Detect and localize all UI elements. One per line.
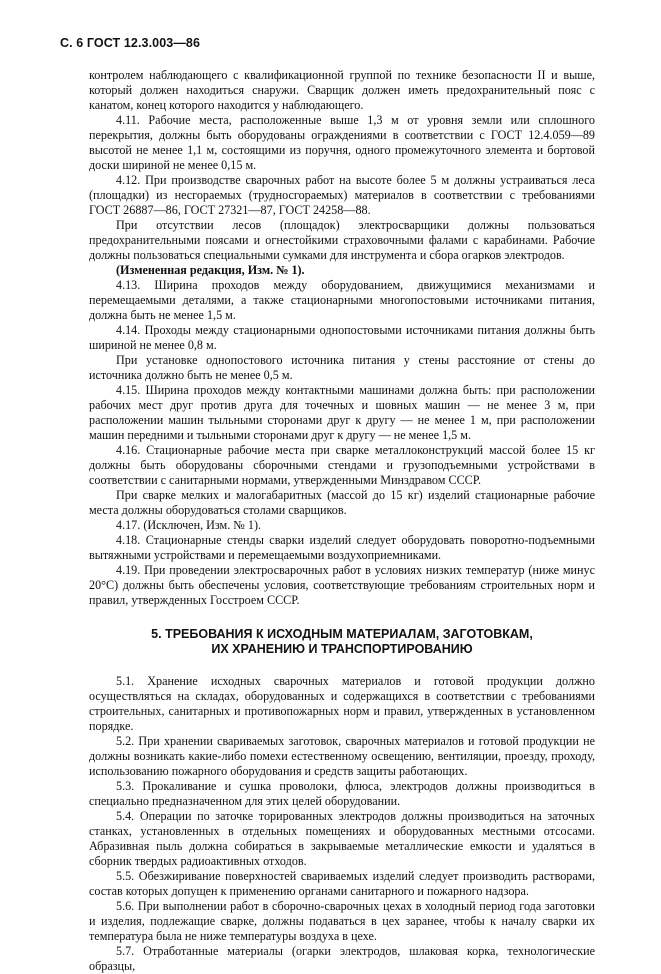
- paragraph: 4.17. (Исключен, Изм. № 1).: [116, 518, 262, 532]
- paragraph: 4.18. Стационарные стенды сварки изделий следует оборудовать поворотно-подъемными вытяжными устройствами и перемещаемыми воздухоприемниками.: [89, 533, 595, 562]
- paragraph: 5.6. При выполнении работ в сборочно-сварочных цехах в холодный период года заготовки и изделия, подлежащие сварке, должны подаваться в цех заранее, чтобы к началу сварки их температура была не ниже температуры воздуха в цехе.: [89, 899, 595, 943]
- section-title: [89, 627, 595, 657]
- paragraph: 5.5. Обезжиривание поверхностей свариваемых изделий следует производить растворами, состав которых допущен к применению органами санитарного и пожарного надзора.: [89, 869, 595, 898]
- paragraph: 5.7. Отработанные материалы (огарки электродов, шлаковая корка, технологические образцы,: [89, 944, 595, 973]
- section-4-text: [89, 68, 595, 608]
- section-5-text: [89, 674, 595, 974]
- section-title-line-2: ИХ ХРАНЕНИЮ И ТРАНСПОРТИРОВАНИЮ: [211, 642, 473, 656]
- paragraph: При отсутствии лесов (площадок) электросварщики должны пользоваться предохранительными поясами и огнестойкими страховочными фалами с карабинами. Рабочие должны пользоваться специальными сумками для инструмента и сбора огарков электродов.: [89, 218, 595, 262]
- paragraph: 5.2. При хранении свариваемых заготовок, сварочных материалов и готовой продукции не должны возникать какие-либо помехи естественному освещению, вентиляции, проезду, проходу, использованию пожарного оборудования и средств защиты работающих.: [89, 734, 595, 778]
- paragraph: 5.3. Прокаливание и сушка проволоки, флюса, электродов должны производиться в специально предназначенном для этих целей оборудовании.: [89, 779, 595, 808]
- page-header: С. 6 ГОСТ 12.3.003—86: [60, 36, 201, 50]
- paragraph: 4.12. При производстве сварочных работ на высоте более 5 м должны устраиваться леса (площадки) из несгораемых (трудносгораемых) материалов в соответствии с требованиями ГОСТ 26887—86, ГОСТ 27321—87, ГОСТ 24258—88.: [89, 173, 595, 217]
- paragraph: 4.19. При проведении электросварочных работ в условиях низких температур (ниже минус 20°С) должны быть обеспечены условия, соответствующие требованиям строительных норм и правил, утвержденных Госстроем СССР.: [89, 563, 595, 607]
- paragraph: 4.11. Рабочие места, расположенные выше 1,3 м от уровня земли или сплошного перекрытия, должны быть оборудованы ограждениями в соответствии с ГОСТ 12.4.059—89 высотой не менее 1,1 м, состоящими из поручня, одного промежуточного элемента и бортовой доски шириной не менее 0,15 м.: [89, 113, 595, 172]
- paragraph: 4.13. Ширина проходов между оборудованием, движущимися механизмами и перемещаемыми деталями, а также стационарными многопостовыми источниками питания, должна быть не менее 1,5 м.: [89, 278, 595, 322]
- section-title-line-1: 5. ТРЕБОВАНИЯ К ИСХОДНЫМ МАТЕРИАЛАМ, ЗАГОТОВКАМ,: [151, 627, 533, 641]
- paragraph: 4.14. Проходы между стационарными однопостовыми источниками питания должны быть шириной не менее 0,8 м.: [89, 323, 595, 352]
- paragraph: 5.4. Операции по заточке торированных электродов должны производиться на заточных станках, установленных в отдельных помещениях и оборудованных местными отсосами. Абразивная пыль должна собираться в закрываемые металлические емкости и удаляться в сборник твердых радиоактивных отходов.: [89, 809, 595, 868]
- paragraph: (Измененная редакция, Изм. № 1).: [116, 263, 305, 277]
- paragraph: 4.16. Стационарные рабочие места при сварке металлоконструкций массой более 15 кг должны быть оборудованы сборочными стендами и грузоподъемными устройствами в соответствии с санитарными нормами, утвержденными Минздравом СССР.: [89, 443, 595, 487]
- paragraph: 5.1. Хранение исходных сварочных материалов и готовой продукции должно осуществляться на складах, оборудованных и содержащихся в соответствии с требованиями строительных, санитарных и противопожарных норм и правил, утвержденных в установленном порядке.: [89, 674, 595, 733]
- paragraph: При установке однопостового источника питания у стены расстояние от стены до источника должно быть не менее 0,5 м.: [89, 353, 595, 382]
- paragraph: контролем наблюдающего с квалификационной группой по технике безопасности II и выше, который должен находиться снаружи. Сварщик должен иметь предохранительный пояс с канатом, конец которого находится у наблюдающего.: [89, 68, 595, 112]
- document-body: [89, 68, 595, 974]
- paragraph: 4.15. Ширина проходов между контактными машинами должна быть: при расположении рабочих мест друг против друга для точечных и шовных машин — не менее 3 м, при расположении машин тыльными сторонами друг к другу — не менее 1 м, при расположении машин передними и тыльными сторонами друг к другу — не менее 1,5 м.: [89, 383, 595, 442]
- paragraph: При сварке мелких и малогабаритных (массой до 15 кг) изделий стационарные рабочие места должны оборудоваться столами сварщиков.: [89, 488, 595, 517]
